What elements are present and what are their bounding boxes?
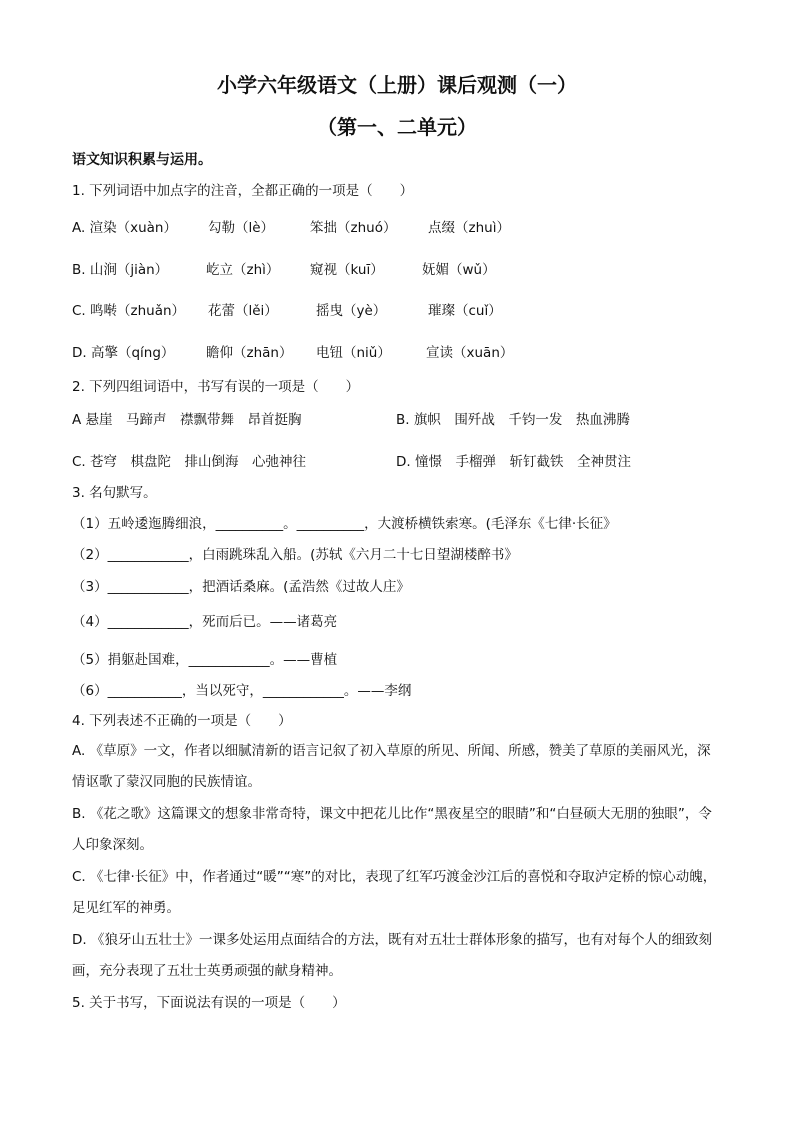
q1-option-b-1: B. 山涧（jiàn） xyxy=(72,262,169,278)
q3-line-6: （6）___________，当以死守，____________。——李纲 xyxy=(72,683,412,699)
q3-line-1: （1）五岭逶迤腾细浪，__________。__________，大渡桥横铁索寒。(毛泽东《七律·长征》 xyxy=(72,516,617,532)
q1-option-a-2: 勾勒（lè） xyxy=(208,220,275,236)
q4-option-c: C. 《七律·长征》中，作者通过“暖”“寒”的对比，表现了红军巧渡金沙江后的喜悦和夺取泸定桥的惊心动魄，足见红军的神勇。 xyxy=(72,869,717,916)
q3-line-5: （5）捐躯赴国难，____________。——曹植 xyxy=(72,652,338,668)
section-heading: 语文知识积累与运用。 xyxy=(72,152,212,168)
q2-option-b: B. 旗帜 围歼战 千钧一发 热血沸腾 xyxy=(396,412,630,428)
q1-option-d-4: 宣读（xuān） xyxy=(426,345,514,361)
q1-option-a-1: A. 渲染（xuàn） xyxy=(72,220,177,236)
q1-option-c-3: 摇曳（yè） xyxy=(316,303,387,319)
q1-option-b-4: 妩媚（wǔ） xyxy=(422,262,496,278)
q1-option-d-1: D. 高擎（qíng） xyxy=(72,345,175,361)
q1-option-c-4: 璀璨（cuǐ） xyxy=(428,303,502,319)
q2-option-c: C. 苍穹 棋盘陀 排山倒海 心弛神往 xyxy=(72,454,307,470)
q3-line-4: （4）____________，死而后已。——诸葛亮 xyxy=(72,614,338,630)
q1-option-a-3: 笨拙（zhuó） xyxy=(310,220,397,236)
q2-option-d: D. 憧憬 手榴弹 斩钉截铁 全神贯注 xyxy=(396,454,631,470)
q4-stem: 4. 下列表述不正确的一项是（ ） xyxy=(72,713,292,729)
q4-option-b: B. 《花之歌》这篇课文的想象非常奇特，课文中把花儿比作“黑夜星空的眼睛”和“白昼硕大无朋的独眼”，令人印象深刻。 xyxy=(72,806,712,853)
q1-option-c-1: C. 鸣啭（zhuǎn） xyxy=(72,303,186,319)
page-title: 小学六年级语文（上册）课后观测（一） xyxy=(217,73,577,97)
q1-stem: 1. 下列词语中加点字的注音，全都正确的一项是（ ） xyxy=(72,183,414,199)
q1-option-d-2: 瞻仰（zhān） xyxy=(206,345,293,361)
q1-option-a-4: 点缀（zhuì） xyxy=(428,220,510,236)
q1-option-c-2: 花蕾（lěi） xyxy=(208,303,278,319)
page-subtitle: （第一、二单元） xyxy=(317,115,477,139)
q5-stem: 5. 关于书写，下面说法有误的一项是（ ） xyxy=(72,995,346,1011)
q1-option-b-2: 屹立（zhì） xyxy=(206,262,280,278)
q4-option-a: A. 《草原》一文，作者以细腻清新的语言记叙了初入草原的所见、所闻、所感，赞美了草原的美丽风光，深情讴歌了蒙汉同胞的民族情谊。 xyxy=(72,743,711,790)
q3-stem: 3. 名句默写。 xyxy=(72,485,157,501)
q3-line-2: （2）____________，白雨跳珠乱入船。(苏轼《六月二十七日望湖楼醉书》 xyxy=(72,547,518,563)
q4-option-d: D. 《狼牙山五壮士》一课多处运用点面结合的方法，既有对五壮士群体形象的描写，也有对每个人的细致刻画，充分表现了五壮士英勇顽强的献身精神。 xyxy=(72,932,712,979)
q2-option-a: A 悬崖 马蹄声 襟飘带舞 昂首挺胸 xyxy=(72,412,302,428)
q3-line-3: （3）____________，把酒话桑麻。(孟浩然《过故人庄》 xyxy=(72,579,410,595)
q2-stem: 2. 下列四组词语中，书写有误的一项是（ ） xyxy=(72,379,360,395)
q1-option-b-3: 窥视（kuī） xyxy=(310,262,384,278)
q1-option-d-3: 电钮（niǔ） xyxy=(316,345,391,361)
